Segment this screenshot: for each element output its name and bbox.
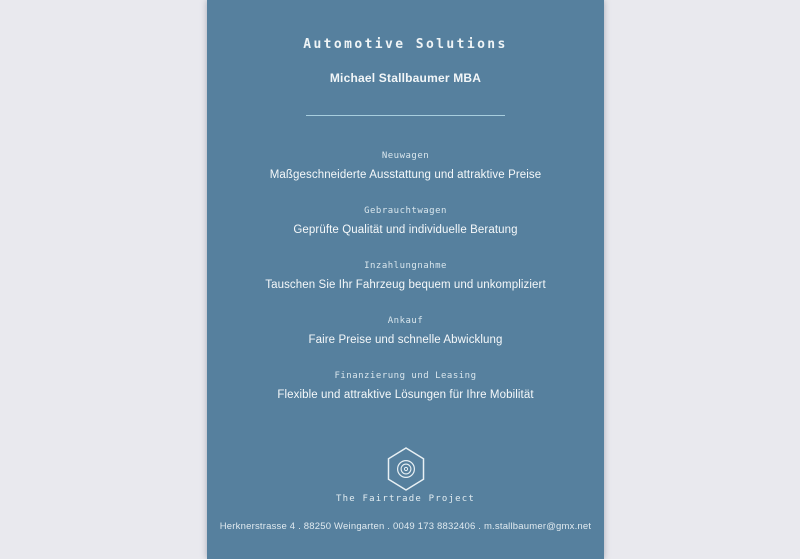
flyer-subtitle: Michael Stallbaumer MBA [329, 71, 482, 85]
service-heading: Inzahlungnahme [364, 261, 447, 271]
service-heading: Finanzierung und Leasing [334, 371, 477, 381]
service-section-finanzierung [277, 369, 533, 403]
service-description: Maßgeschneiderte Ausstattung und attraktive Preise [269, 169, 542, 181]
service-section-ankauf [308, 314, 502, 348]
service-description: Tauschen Sie Ihr Fahrzeug bequem und unkompliziert [265, 279, 546, 291]
service-description: Faire Preise und schnelle Abwicklung [308, 334, 503, 346]
service-heading: Ankauf [387, 316, 424, 326]
flyer-card [207, 0, 604, 559]
service-description: Flexible und attraktive Lösungen für Ihre Mobilität [277, 389, 534, 401]
service-heading: Gebrauchtwagen [364, 206, 447, 216]
hexagon-target-icon [387, 447, 425, 491]
flyer-title: Automotive Solutions [303, 37, 508, 52]
service-section-neuwagen [270, 149, 542, 183]
service-section-inzahlungnahme [265, 259, 546, 293]
service-heading: Neuwagen [381, 151, 430, 161]
contact-line: Herknerstrasse 4 . 88250 Weingarten . 0049 173 8832406 . m.stallbaumer@gmx.net [219, 521, 592, 532]
service-description: Geprüfte Qualität und individuelle Beratung [293, 224, 518, 236]
brand-name: The Fairtrade Project [336, 494, 475, 504]
services-list [265, 149, 546, 403]
service-section-gebrauchtwagen [293, 204, 517, 238]
divider-line [306, 115, 505, 116]
